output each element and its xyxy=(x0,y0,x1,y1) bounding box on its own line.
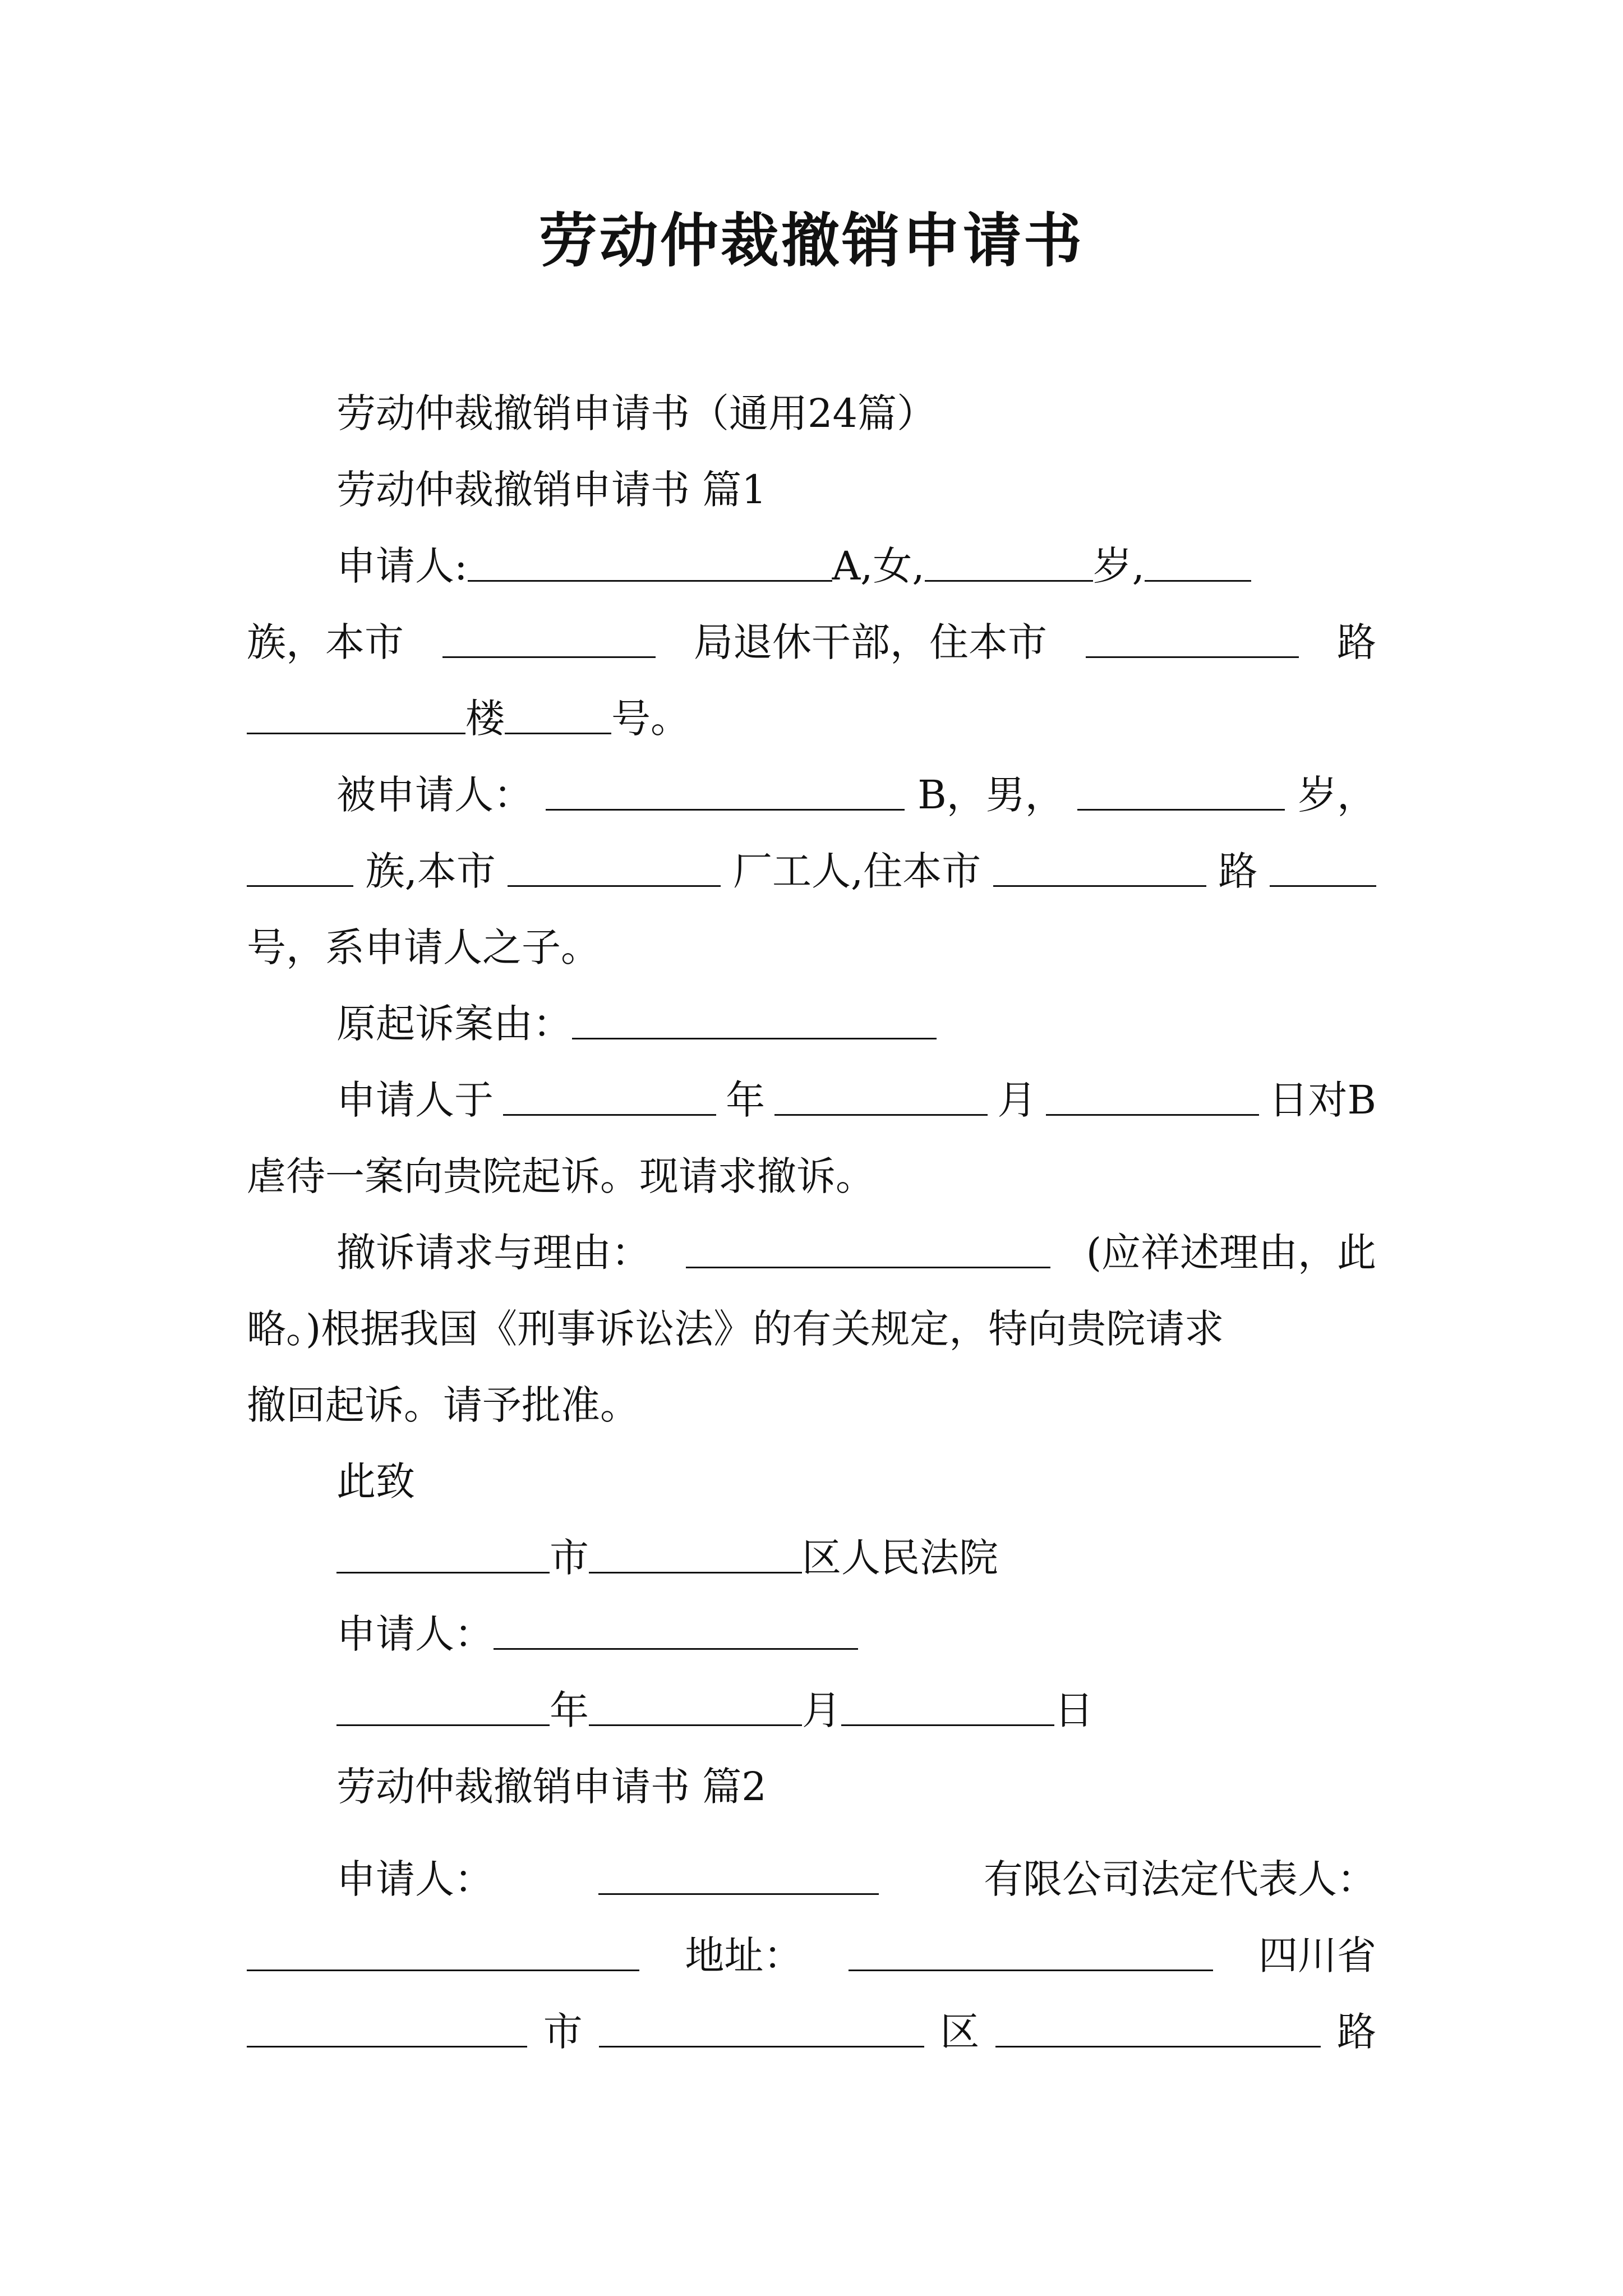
filing-date-line xyxy=(336,1066,1376,1134)
blank-field xyxy=(849,1922,1213,1971)
date-prefix: 申请人于 xyxy=(336,1077,494,1123)
factory-text: 厂工人,住本市 xyxy=(733,848,981,894)
cause-label: 原起诉案由： xyxy=(336,1001,572,1047)
sig-month: 月 xyxy=(802,1687,841,1733)
blank-field xyxy=(247,1998,527,2047)
respondent-label: 被申请人： xyxy=(336,772,533,818)
age-unit: 岁, xyxy=(1092,543,1145,589)
blank-field xyxy=(995,1998,1321,2047)
blank-field xyxy=(247,838,353,887)
s2-applicant-line xyxy=(336,1846,1376,1913)
section1-heading: 劳动仲裁撤销申请书 篇1 xyxy=(336,467,767,513)
day-to-b-text: 日对B xyxy=(1269,1077,1376,1123)
blank-field xyxy=(598,1846,879,1895)
court-city: 市 xyxy=(550,1535,589,1581)
blank-field xyxy=(993,838,1206,887)
company-rep-text: 有限公司法定代表人： xyxy=(984,1856,1376,1902)
blank-field xyxy=(774,1066,988,1116)
blank-field xyxy=(505,685,611,734)
reason-text-line2: 撤回起诉。请予批准。 xyxy=(247,1382,639,1428)
s2-city-line xyxy=(247,1998,1376,2065)
blank-field xyxy=(336,1677,550,1726)
court-line xyxy=(336,1524,998,1591)
signature-line xyxy=(336,1600,858,1668)
respondent-ethnic: 族,本市 xyxy=(365,848,496,894)
applicant-label: 申请人: xyxy=(336,543,468,589)
respondent-age: 岁， xyxy=(1297,772,1376,818)
building-text: 楼 xyxy=(465,696,505,742)
abuse-line: 虐待一案向贵院起诉。现请求撤诉。 xyxy=(247,1153,875,1199)
blank-field xyxy=(468,532,832,582)
blank-field xyxy=(1086,609,1299,658)
blank-field xyxy=(508,838,721,887)
cause-line xyxy=(336,990,937,1057)
blank-field xyxy=(494,1600,858,1650)
s2-applicant-label: 申请人： xyxy=(336,1856,494,1902)
respondent-b: B，男， xyxy=(917,772,1064,818)
blank-field xyxy=(336,1524,550,1573)
month-text: 月 xyxy=(997,1077,1037,1123)
closing-line: 此致 xyxy=(336,1458,415,1504)
signature-date-line xyxy=(336,1677,1094,1744)
applicant-line xyxy=(336,532,1251,600)
document-title: 劳动仲裁撤销申请书 xyxy=(538,206,1084,275)
respondent-line xyxy=(336,761,1376,829)
reason-note: (应祥述理由，此 xyxy=(1086,1230,1376,1276)
blank-field xyxy=(247,685,465,734)
respondent-address-line xyxy=(247,838,1376,905)
road-text: 路 xyxy=(1337,619,1376,665)
province-text: 四川省 xyxy=(1258,1932,1376,1978)
section2-heading: 劳动仲裁撤销申请书 篇2 xyxy=(336,1764,767,1810)
bureau-text: 局退休干部，住本市 xyxy=(694,619,1047,665)
sig-year: 年 xyxy=(550,1687,589,1733)
blank-field xyxy=(841,1677,1054,1726)
reason-text-line1: 略。)根据我国《刑事诉讼法》的有关规定，特向贵院请求 xyxy=(247,1306,1224,1352)
signature-label: 申请人： xyxy=(336,1611,494,1657)
blank-field xyxy=(686,1219,1050,1268)
blank-field xyxy=(247,1922,639,1971)
blank-field xyxy=(599,1998,924,2047)
address-label: 地址： xyxy=(685,1932,803,1978)
blank-field xyxy=(503,1066,716,1116)
applicant-a: A,女, xyxy=(832,543,925,589)
respondent-road: 路 xyxy=(1218,848,1258,894)
blank-field xyxy=(1270,838,1376,887)
blank-field xyxy=(589,1677,802,1726)
subtitle: 劳动仲裁撤销申请书（通用24篇） xyxy=(336,390,937,436)
applicant-building-line xyxy=(247,685,690,752)
sig-day: 日 xyxy=(1054,1687,1094,1733)
s2-address-line xyxy=(247,1922,1376,1989)
blank-field xyxy=(589,1524,802,1573)
district-text: 区 xyxy=(940,2009,980,2055)
blank-field xyxy=(572,990,937,1039)
s2-road-text: 路 xyxy=(1336,2009,1376,2055)
ethnic-text: 族，本市 xyxy=(247,619,404,665)
reason-label: 撤诉请求与理由： xyxy=(336,1230,651,1276)
blank-field xyxy=(546,761,905,811)
blank-field xyxy=(925,532,1093,582)
blank-field xyxy=(1077,761,1285,811)
blank-field xyxy=(1046,1066,1259,1116)
blank-field xyxy=(442,609,656,658)
city-text: 市 xyxy=(543,2009,583,2055)
applicant-address-line xyxy=(247,609,1376,676)
number-text: 号。 xyxy=(611,696,690,742)
blank-field xyxy=(1145,532,1251,582)
court-district: 区人民法院 xyxy=(802,1535,998,1581)
reason-line xyxy=(336,1219,1376,1286)
relation-line: 号，系申请人之子。 xyxy=(247,924,600,970)
year-text: 年 xyxy=(726,1077,766,1123)
